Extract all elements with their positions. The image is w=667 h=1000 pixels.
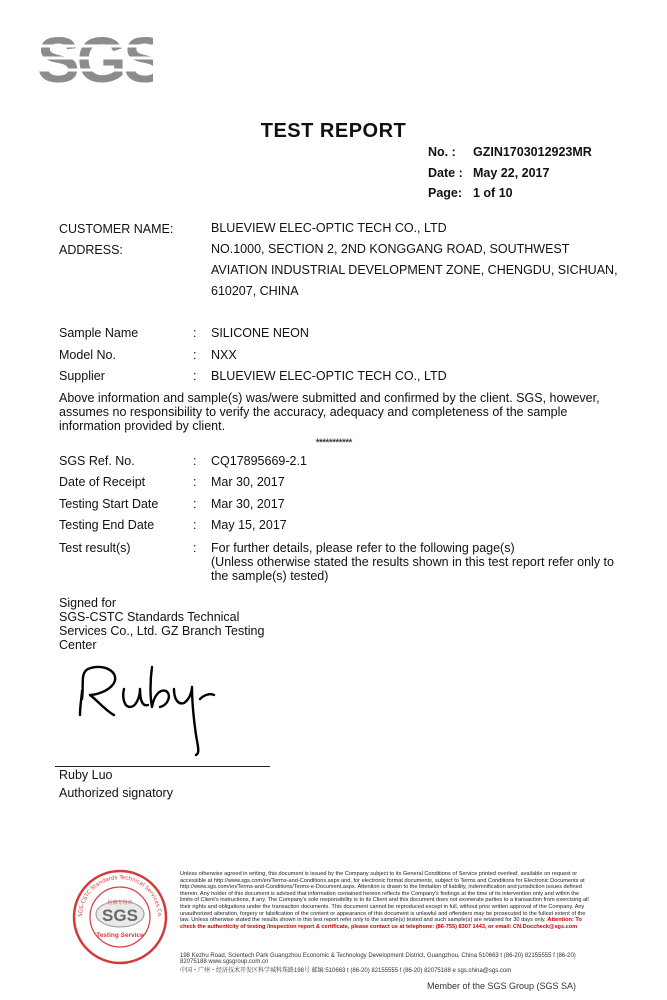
signatory-title: Authorized signatory bbox=[59, 786, 173, 800]
test-result-label: Test result(s) bbox=[59, 541, 131, 555]
address: NO.1000, SECTION 2, 2ND KONGGANG ROAD, SOUTHWEST AVIATION INDUSTRIAL DEVELOPMENT ZONE, CHENGDU, SICHUAN, 610207, CHINA bbox=[211, 242, 618, 298]
svg-text:SGS-CSTC Standards Technical S: SGS-CSTC Standards Technical Services Co. bbox=[77, 874, 163, 918]
page-number: Page: 1 of 10 bbox=[428, 186, 513, 200]
svg-text:SGS: SGS bbox=[37, 24, 153, 96]
colon: : bbox=[193, 454, 197, 468]
model-no-label: Model No. bbox=[59, 348, 116, 362]
sample-name-label: Sample Name bbox=[59, 326, 139, 340]
sample-name-value: SILICONE NEON bbox=[211, 326, 309, 340]
report-number: No. : GZIN1703012923MR bbox=[428, 145, 592, 159]
colon: : bbox=[193, 348, 197, 362]
colon: : bbox=[193, 326, 197, 340]
supplier-label: Supplier bbox=[59, 369, 105, 383]
signatory-name: Ruby Luo bbox=[59, 768, 113, 782]
company-stamp-icon bbox=[70, 867, 170, 967]
receipt-date-label: Date of Receipt bbox=[59, 475, 146, 489]
report-date: Date : May 22, 2017 bbox=[428, 166, 550, 180]
supplier-value: BLUEVIEW ELEC-OPTIC TECH CO., LTD bbox=[211, 369, 447, 383]
footer-address-en: 198 Kezhu Road, Scientech Park Guangzhou Economic & Technology Development District, Guangzhou, China 510663 t (86-20) 82155555 f (86-20) 82075188 www.sgsgroup.com.cn bbox=[180, 953, 576, 965]
separator: *********** bbox=[315, 437, 352, 449]
handwritten-signature bbox=[68, 655, 228, 760]
colon: : bbox=[193, 541, 197, 555]
colon: : bbox=[193, 369, 197, 383]
model-no-value: NXX bbox=[211, 348, 237, 362]
signed-for: Signed for SGS-CSTC Standards Technical Services Co., Ltd. GZ Branch Testing Center bbox=[59, 596, 265, 652]
end-date-value: May 15, 2017 bbox=[211, 518, 287, 532]
customer-name-label: CUSTOMER NAME: bbox=[59, 222, 174, 236]
receipt-date-value: Mar 30, 2017 bbox=[211, 475, 285, 489]
sgs-ref-label: SGS Ref. No. bbox=[59, 454, 135, 468]
colon: : bbox=[193, 518, 197, 532]
page-title: TEST REPORT bbox=[260, 120, 407, 142]
test-result-value: For further details, please refer to the following page(s) (Unless otherwise stated the results shown in this test report refer only to the sample(s) tested) bbox=[211, 541, 614, 583]
svg-text:Testing Service: Testing Service bbox=[96, 932, 144, 939]
colon: : bbox=[193, 497, 197, 511]
start-date-label: Testing Start Date bbox=[59, 497, 159, 511]
end-date-label: Testing End Date bbox=[59, 518, 155, 532]
start-date-value: Mar 30, 2017 bbox=[211, 497, 285, 511]
sgs-logo bbox=[33, 20, 153, 100]
svg-text:SGS: SGS bbox=[102, 906, 138, 925]
sgs-ref-value: CQ17895669-2.1 bbox=[211, 454, 307, 468]
terms-footnote: Unless otherwise agreed in writing, this document is issued by the Company subject to its General Conditions of Service printed overleaf, available on request or accessible at http://www.sgs.com/en/Terms-and-Conditions.aspx and, for electronic format documents, subject to Terms and Conditions for Electronic Documents at http://www.sgs.com/en/Terms-and-Conditions/Terms-e-Document.aspx. Attention is drawn to the limitation of liability, indemnification and jurisdiction issues defined therein. Any holder of this document is advised that information contained hereon reflects the Company's findings at the time of its intervention only and within the limits of Client's instructions, if any. The Company's sole responsibility is to its Client and this document does not exonerate parties to a transaction from exercising all their rights and obligations under the transaction documents. This document cannot be reproduced except in full, without prior written approval of the Company. Any unauthorized alteration, forgery or falsification of the content or appearance of this document is unlawful and offenders may be prosecuted to the fullest extent of the law. Unless otherwise stated the results shown in this test report refer only to the sample(s) tested and such sample(s) are retained for 30 days only. Attention: To check the authenticity of testing /inspection report & certificate, please contact us at telephone: (86-755) 8307 1443, or email: CN.Doccheck@sgs.com bbox=[180, 871, 589, 930]
signature-line bbox=[55, 766, 270, 767]
disclaimer: Above information and sample(s) was/were submitted and confirmed by the client. SGS, however, assumes no responsibility to verify the accuracy, adequacy and completeness of the sample information provided by client. bbox=[59, 391, 600, 433]
member-statement: Member of the SGS Group (SGS SA) bbox=[427, 981, 577, 991]
address-label: ADDRESS: bbox=[59, 243, 123, 257]
footer-address-cn: 中国・广州・经济技术开发区科学城科珠路198号 邮编:510663 t (86-20) 82155555 f (86-20) 82075188 e sgs.china@sgs.com bbox=[180, 968, 512, 974]
customer-name: BLUEVIEW ELEC-OPTIC TECH CO., LTD bbox=[211, 221, 447, 235]
authenticity-notice: Attention: To check the authenticity of testing /inspection report & certificate, please contact us at telephone: (86-755) 8307 1443, or email: CN.Doccheck@sgs.com bbox=[180, 917, 582, 930]
colon: : bbox=[193, 475, 197, 489]
svg-text:检测专用章: 检测专用章 bbox=[107, 900, 133, 906]
